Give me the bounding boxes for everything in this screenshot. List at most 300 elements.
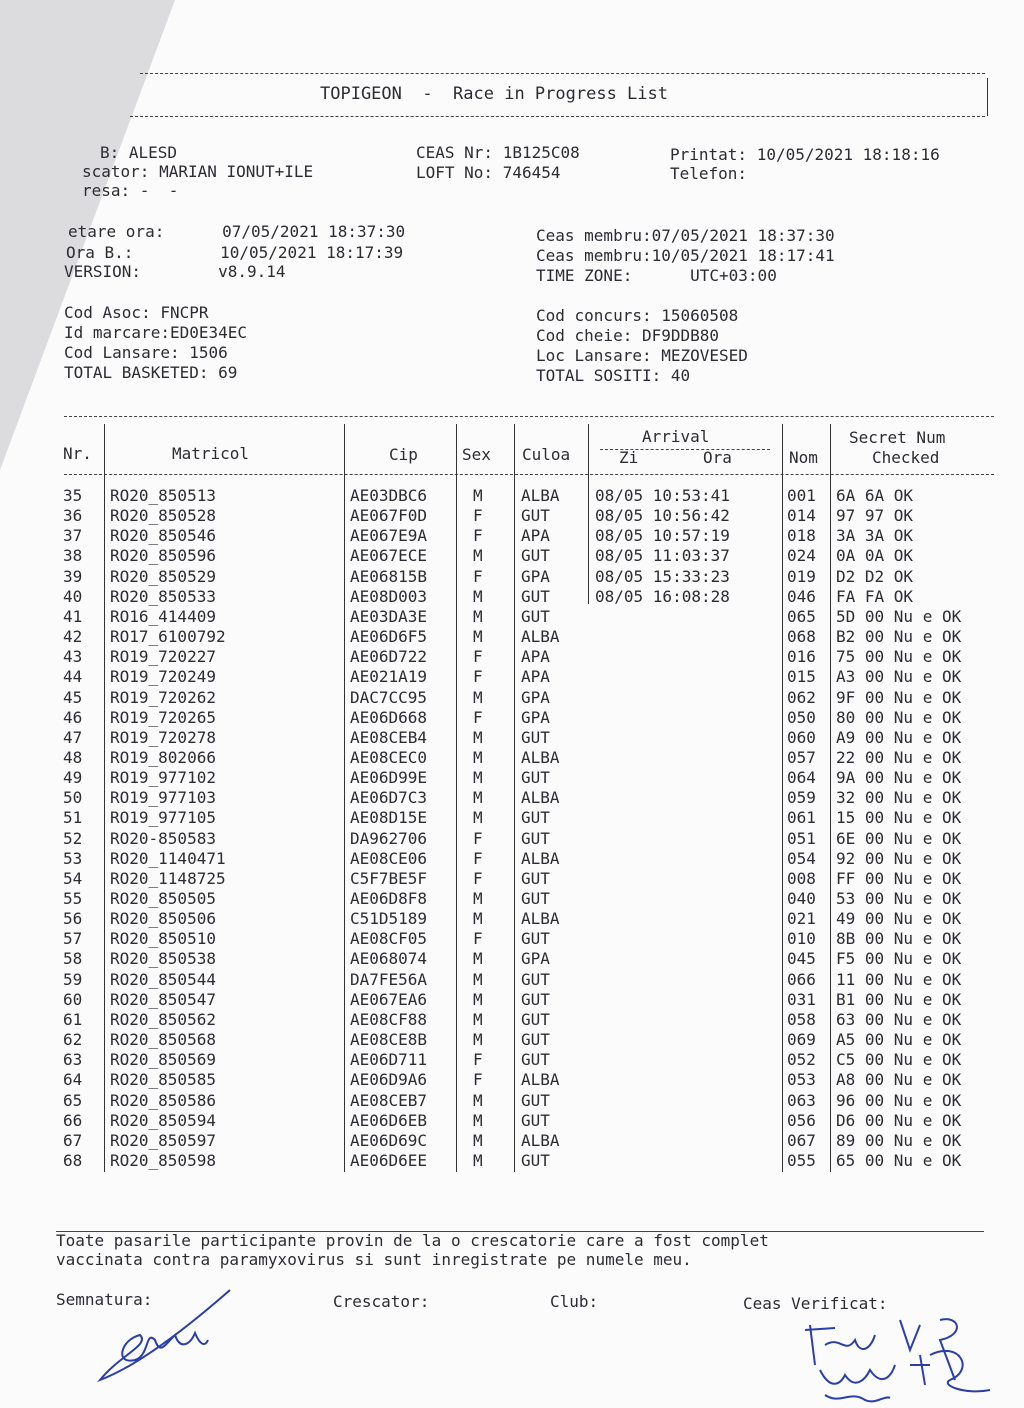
row-matricol: RO17_6100792: [110, 627, 226, 647]
row-cip: AE08CF88: [350, 1009, 428, 1029]
row-matricol: RO19_977102: [110, 768, 216, 788]
row-cip: AE067E9A: [350, 526, 428, 546]
row-matricol: RO20_850585: [110, 1070, 216, 1090]
row-cip: C5F7BE5F: [350, 868, 428, 888]
row-culoa: ALBA: [521, 1070, 560, 1090]
row-cip: AE021A19: [350, 667, 428, 687]
row-culoa: APA: [521, 526, 550, 546]
row-secret: F5 00 Nu e OK: [836, 949, 962, 969]
row-cip: AE08D15E: [350, 808, 428, 828]
row-sex: M: [473, 606, 483, 626]
row-nom: 061: [787, 808, 816, 828]
row-nr: 42: [63, 627, 83, 647]
row-secret: 53 00 Nu e OK: [836, 889, 962, 908]
table-row: [0, 607, 1024, 627]
row-culoa: GUT: [521, 828, 550, 848]
row-arrival: 08/05 10:56:42: [595, 506, 730, 526]
table-row: [0, 869, 1024, 889]
row-cip: AE08CF05: [350, 929, 428, 949]
row-nr: 50: [63, 788, 83, 808]
row-matricol: RO20_1148725: [110, 868, 226, 888]
row-sex: F: [473, 1070, 483, 1090]
cod-cheie-field: Cod cheie: DF9DDB80: [536, 326, 720, 345]
total-basketed-field: TOTAL BASKETED: 69: [64, 363, 238, 382]
row-sex: M: [473, 586, 483, 606]
row-cip: AE08CE8B: [350, 1030, 428, 1050]
telefon-field: Telefon:: [670, 164, 748, 183]
row-nr: 39: [63, 566, 83, 586]
row-nr: 65: [63, 1090, 83, 1110]
row-nom: 056: [787, 1110, 816, 1130]
table-row: [0, 748, 1024, 768]
table-row: [0, 1151, 1024, 1171]
col-zi-header: Zi: [619, 448, 639, 467]
row-cip: AE06D6EB: [350, 1110, 428, 1130]
table-row: [0, 929, 1024, 949]
row-culoa: GUT: [521, 969, 550, 989]
row-nr: 48: [63, 747, 83, 767]
row-sex: F: [473, 526, 483, 546]
row-matricol: RO20_850569: [110, 1050, 216, 1070]
cod-lansare-field: Cod Lansare: 1506: [64, 343, 228, 362]
row-sex: M: [473, 969, 483, 989]
row-sex: M: [473, 989, 483, 1009]
row-nom: 008: [787, 868, 816, 888]
row-secret: 32 00 Nu e OK: [836, 788, 962, 808]
row-nr: 37: [63, 526, 83, 546]
row-sex: M: [473, 788, 483, 808]
table-row: [0, 647, 1024, 667]
total-sositi-field: TOTAL SOSITI: 40: [536, 366, 691, 385]
row-sex: F: [473, 848, 483, 868]
row-nr: 40: [63, 586, 83, 606]
row-cip: AE06D7C3: [350, 788, 428, 808]
row-matricol: RO20_850510: [110, 929, 216, 949]
cod-concurs-field: Cod concurs: 15060508: [536, 306, 739, 325]
row-sex: M: [473, 808, 483, 828]
row-secret: 22 00 Nu e OK: [836, 747, 962, 767]
ceas-nr-field: CEAS Nr: 1B125C08: [416, 143, 580, 162]
row-matricol: RO19_977103: [110, 788, 216, 808]
row-secret: 97 97 OK: [836, 506, 914, 526]
row-cip: AE067ECE: [350, 546, 428, 566]
row-culoa: GUT: [521, 868, 550, 888]
row-secret: 89 00 Nu e OK: [836, 1130, 962, 1150]
row-culoa: ALBA: [521, 1130, 560, 1150]
row-nr: 47: [63, 727, 83, 747]
row-nom: 055: [787, 1150, 816, 1170]
row-nom: 054: [787, 848, 816, 868]
row-matricol: RO20_850513: [110, 486, 216, 505]
col-nom-header: Nom: [789, 448, 818, 467]
row-nom: 015: [787, 667, 816, 687]
row-arrival: 08/05 10:53:41: [595, 486, 730, 505]
row-matricol: RO20_850546: [110, 526, 216, 546]
row-cip: DA7FE56A: [350, 969, 428, 989]
table-row: [0, 849, 1024, 869]
row-sex: F: [473, 506, 483, 526]
row-matricol: RO20_1140471: [110, 848, 226, 868]
row-nom: 050: [787, 707, 816, 727]
row-matricol: RO19_720262: [110, 687, 216, 707]
row-nom: 046: [787, 586, 816, 606]
row-secret: FF 00 Nu e OK: [836, 868, 962, 888]
row-matricol: RO20_850596: [110, 546, 216, 566]
row-matricol: RO20_850528: [110, 506, 216, 526]
row-secret: 49 00 Nu e OK: [836, 909, 962, 929]
row-culoa: GUT: [521, 1050, 550, 1070]
row-arrival: 08/05 10:57:19: [595, 526, 730, 546]
table-row: [0, 486, 1024, 506]
loft-no-field: LOFT No: 746454: [416, 163, 561, 182]
row-nom: 016: [787, 647, 816, 667]
row-arrival: 08/05 16:08:28: [595, 586, 730, 606]
row-nr: 45: [63, 687, 83, 707]
table-row: [0, 1010, 1024, 1030]
row-cip: DA962706: [350, 828, 428, 848]
row-cip: C51D5189: [350, 909, 428, 929]
version-field: VERSION: v8.9.14: [64, 262, 286, 281]
row-cip: AE08CE06: [350, 848, 428, 868]
row-nr: 67: [63, 1130, 83, 1150]
row-matricol: RO20_850586: [110, 1090, 216, 1110]
row-nom: 052: [787, 1050, 816, 1070]
row-nom: 024: [787, 546, 816, 566]
row-culoa: ALBA: [521, 627, 560, 647]
row-sex: F: [473, 929, 483, 949]
crescator-label: Crescator:: [333, 1292, 430, 1311]
row-sex: M: [473, 1030, 483, 1050]
row-culoa: ALBA: [521, 848, 560, 868]
row-culoa: GUT: [521, 808, 550, 828]
row-matricol: RO20_850538: [110, 949, 216, 969]
table-header-top-rule: [64, 416, 994, 417]
row-nom: 066: [787, 969, 816, 989]
row-culoa: APA: [521, 647, 550, 667]
row-nom: 064: [787, 768, 816, 788]
row-culoa: APA: [521, 667, 550, 687]
table-row: [0, 708, 1024, 728]
row-sex: M: [473, 889, 483, 908]
row-nr: 62: [63, 1030, 83, 1050]
table-row: [0, 990, 1024, 1010]
row-cip: AE03DBC6: [350, 486, 428, 505]
page-title: TOPIGEON - Race in Progress List: [320, 84, 668, 104]
row-nr: 53: [63, 848, 83, 868]
row-secret: C5 00 Nu e OK: [836, 1050, 962, 1070]
row-sex: M: [473, 687, 483, 707]
row-cip: AE067EA6: [350, 989, 428, 1009]
ceas-membru-2-field: Ceas membru:10/05/2021 18:17:41: [536, 246, 835, 265]
row-nr: 61: [63, 1009, 83, 1029]
loc-lansare-field: Loc Lansare: MEZOVESED: [536, 346, 748, 365]
col-nr-header: Nr.: [63, 444, 92, 463]
row-secret: 80 00 Nu e OK: [836, 707, 962, 727]
club-field: B: ALESD: [100, 143, 178, 162]
table-row: [0, 587, 1024, 607]
table-row: [0, 909, 1024, 929]
row-sex: M: [473, 747, 483, 767]
row-nr: 55: [63, 889, 83, 908]
row-matricol: RO19_720249: [110, 667, 216, 687]
row-cip: AE067F0D: [350, 506, 428, 526]
row-nom: 031: [787, 989, 816, 1009]
row-culoa: GUT: [521, 889, 550, 908]
time-zone-field: TIME ZONE: UTC+03:00: [536, 266, 777, 285]
row-nr: 41: [63, 606, 83, 626]
row-cip: AE06D711: [350, 1050, 428, 1070]
table-row: [0, 949, 1024, 969]
row-secret: D6 00 Nu e OK: [836, 1110, 962, 1130]
row-cip: AE06D99E: [350, 768, 428, 788]
row-culoa: GUT: [521, 506, 550, 526]
row-nr: 35: [63, 486, 83, 505]
ora-b-field: Ora B.: 10/05/2021 18:17:39: [66, 243, 404, 262]
row-nr: 57: [63, 929, 83, 949]
row-culoa: GPA: [521, 687, 550, 707]
row-secret: 11 00 Nu e OK: [836, 969, 962, 989]
row-cip: AE06D9A6: [350, 1070, 428, 1090]
row-matricol: RO20-850583: [110, 828, 216, 848]
statement-line-2: vaccinata contra paramyxovirus si sunt inregistrate pe numele meu.: [56, 1250, 692, 1269]
row-sex: F: [473, 1050, 483, 1070]
row-culoa: GUT: [521, 1150, 550, 1170]
statement-line-1: Toate pasarile participante provin de la o crescatorie care a fost complet: [56, 1231, 769, 1250]
table-row: [0, 667, 1024, 687]
row-culoa: GUT: [521, 929, 550, 949]
row-cip: AE068074: [350, 949, 428, 969]
row-nom: 065: [787, 606, 816, 626]
row-matricol: RO19_720265: [110, 707, 216, 727]
row-nr: 63: [63, 1050, 83, 1070]
row-nom: 058: [787, 1009, 816, 1029]
row-matricol: RO20_850568: [110, 1030, 216, 1050]
row-matricol: RO16_414409: [110, 606, 216, 626]
row-nr: 58: [63, 949, 83, 969]
cod-asoc-field: Cod Asoc: FNCPR: [64, 303, 209, 322]
row-sex: M: [473, 1130, 483, 1150]
row-matricol: RO20_850505: [110, 889, 216, 908]
row-nom: 001: [787, 486, 816, 505]
col-secret-header: Secret Num: [849, 428, 946, 447]
row-sex: F: [473, 868, 483, 888]
semnatura-label: Semnatura:: [56, 1290, 153, 1309]
title-bottom-rule: [130, 116, 985, 117]
col-checked-header: Checked: [872, 448, 940, 467]
row-matricol: RO20_850544: [110, 969, 216, 989]
row-secret: FA FA OK: [836, 586, 914, 606]
col-sex-header: Sex: [462, 445, 491, 464]
row-cip: AE08CEC0: [350, 747, 428, 767]
row-secret: 9A 00 Nu e OK: [836, 768, 962, 788]
signature-semnatura: [80, 1285, 250, 1395]
row-sex: M: [473, 727, 483, 747]
row-sex: M: [473, 1090, 483, 1110]
row-sex: M: [473, 486, 483, 505]
table-row: [0, 627, 1024, 647]
row-nr: 36: [63, 506, 83, 526]
row-secret: 92 00 Nu e OK: [836, 848, 962, 868]
table-row: [0, 506, 1024, 526]
col-ora-header: Ora: [703, 448, 732, 467]
row-secret: A3 00 Nu e OK: [836, 667, 962, 687]
table-row: [0, 768, 1024, 788]
row-secret: 15 00 Nu e OK: [836, 808, 962, 828]
title-right-border: [987, 78, 988, 116]
printat-field: Printat: 10/05/2021 18:18:16: [670, 145, 940, 164]
table-row: [0, 1030, 1024, 1050]
row-nom: 040: [787, 889, 816, 908]
row-sex: F: [473, 566, 483, 586]
row-culoa: ALBA: [521, 486, 560, 505]
table-row: [0, 1131, 1024, 1151]
row-nom: 010: [787, 929, 816, 949]
row-cip: DAC7CC95: [350, 687, 428, 707]
row-culoa: GUT: [521, 727, 550, 747]
row-cip: AE06D668: [350, 707, 428, 727]
row-secret: 6E 00 Nu e OK: [836, 828, 962, 848]
row-culoa: GUT: [521, 768, 550, 788]
table-row: [0, 808, 1024, 828]
row-nr: 60: [63, 989, 83, 1009]
row-sex: M: [473, 768, 483, 788]
table-row: [0, 1050, 1024, 1070]
row-nr: 44: [63, 667, 83, 687]
id-marcare-field: Id marcare:ED0E34EC: [64, 323, 248, 342]
row-cip: AE03DA3E: [350, 606, 428, 626]
table-row: [0, 829, 1024, 849]
row-culoa: ALBA: [521, 788, 560, 808]
row-culoa: GUT: [521, 1030, 550, 1050]
row-nom: 060: [787, 727, 816, 747]
row-nom: 018: [787, 526, 816, 546]
row-matricol: RO20_850562: [110, 1009, 216, 1029]
row-culoa: GPA: [521, 949, 550, 969]
crescator-field: scator: MARIAN IONUT+ILE: [82, 162, 314, 181]
row-nr: 51: [63, 808, 83, 828]
row-nom: 063: [787, 1090, 816, 1110]
row-nr: 59: [63, 969, 83, 989]
row-nr: 64: [63, 1070, 83, 1090]
row-secret: 65 00 Nu e OK: [836, 1150, 962, 1170]
row-arrival: 08/05 11:03:37: [595, 546, 730, 566]
table-row: [0, 728, 1024, 748]
row-sex: F: [473, 647, 483, 667]
row-nom: 057: [787, 747, 816, 767]
row-nr: 38: [63, 546, 83, 566]
row-cip: AE06815B: [350, 566, 428, 586]
ceas-verificat-label: Ceas Verificat:: [743, 1294, 888, 1313]
row-nom: 068: [787, 627, 816, 647]
row-culoa: GUT: [521, 546, 550, 566]
row-cip: AE08CEB4: [350, 727, 428, 747]
row-matricol: RO19_720278: [110, 727, 216, 747]
row-nom: 021: [787, 909, 816, 929]
table-row: [0, 546, 1024, 566]
row-sex: F: [473, 828, 483, 848]
row-secret: 6A 6A OK: [836, 486, 914, 505]
row-nom: 045: [787, 949, 816, 969]
col-matricol-header: Matricol: [172, 444, 250, 463]
row-matricol: RO20_850533: [110, 586, 216, 606]
table-row: [0, 788, 1024, 808]
row-sex: M: [473, 949, 483, 969]
row-cip: AE06D69C: [350, 1130, 428, 1150]
row-nom: 059: [787, 788, 816, 808]
row-matricol: RO19_802066: [110, 747, 216, 767]
row-secret: A8 00 Nu e OK: [836, 1070, 962, 1090]
table-row: [0, 688, 1024, 708]
row-nom: 067: [787, 1130, 816, 1150]
row-cip: AE08CEB7: [350, 1090, 428, 1110]
adresa-field: resa: - -: [82, 181, 179, 200]
row-sex: M: [473, 627, 483, 647]
row-nom: 019: [787, 566, 816, 586]
row-cip: AE06D6F5: [350, 627, 428, 647]
col-cip-header: Cip: [389, 445, 418, 464]
col-culoa-header: Culoa: [522, 445, 571, 464]
row-culoa: ALBA: [521, 747, 560, 767]
table-row: [0, 970, 1024, 990]
table-header-bottom-rule: [64, 474, 994, 475]
table-row: [0, 1111, 1024, 1131]
row-secret: 5D 00 Nu e OK: [836, 606, 962, 626]
row-cip: AE06D8F8: [350, 889, 428, 908]
row-culoa: GUT: [521, 586, 550, 606]
row-nom: 053: [787, 1070, 816, 1090]
row-nr: 49: [63, 768, 83, 788]
row-nom: 051: [787, 828, 816, 848]
table-row: [0, 526, 1024, 546]
ceas-membru-1-field: Ceas membru:07/05/2021 18:37:30: [536, 226, 835, 245]
row-culoa: GUT: [521, 1090, 550, 1110]
row-nr: 52: [63, 828, 83, 848]
row-matricol: RO20_850547: [110, 989, 216, 1009]
title-top-rule: [140, 73, 985, 74]
table-row: [0, 1070, 1024, 1090]
signature-ceas-verificat: [790, 1310, 1010, 1405]
row-matricol: RO20_850506: [110, 909, 216, 929]
row-nr: 46: [63, 707, 83, 727]
row-matricol: RO19_977105: [110, 808, 216, 828]
row-culoa: ALBA: [521, 909, 560, 929]
row-nom: 062: [787, 687, 816, 707]
row-matricol: RO20_850529: [110, 566, 216, 586]
row-sex: M: [473, 909, 483, 929]
row-culoa: GPA: [521, 566, 550, 586]
row-nr: 68: [63, 1150, 83, 1170]
row-sex: F: [473, 707, 483, 727]
row-culoa: GUT: [521, 1110, 550, 1130]
row-culoa: GUT: [521, 606, 550, 626]
row-arrival: 08/05 15:33:23: [595, 566, 730, 586]
table-row: [0, 1091, 1024, 1111]
row-matricol: RO20_850594: [110, 1110, 216, 1130]
col-arrival-header: Arrival: [642, 427, 710, 446]
row-nom: 014: [787, 506, 816, 526]
row-sex: F: [473, 667, 483, 687]
row-sex: M: [473, 546, 483, 566]
row-secret: 75 00 Nu e OK: [836, 647, 962, 667]
row-matricol: RO19_720227: [110, 647, 216, 667]
row-secret: 3A 3A OK: [836, 526, 914, 546]
row-secret: A5 00 Nu e OK: [836, 1030, 962, 1050]
row-secret: 96 00 Nu e OK: [836, 1090, 962, 1110]
row-secret: 0A 0A OK: [836, 546, 914, 566]
row-cip: AE06D722: [350, 647, 428, 667]
row-secret: 63 00 Nu e OK: [836, 1009, 962, 1029]
row-culoa: GUT: [521, 1009, 550, 1029]
